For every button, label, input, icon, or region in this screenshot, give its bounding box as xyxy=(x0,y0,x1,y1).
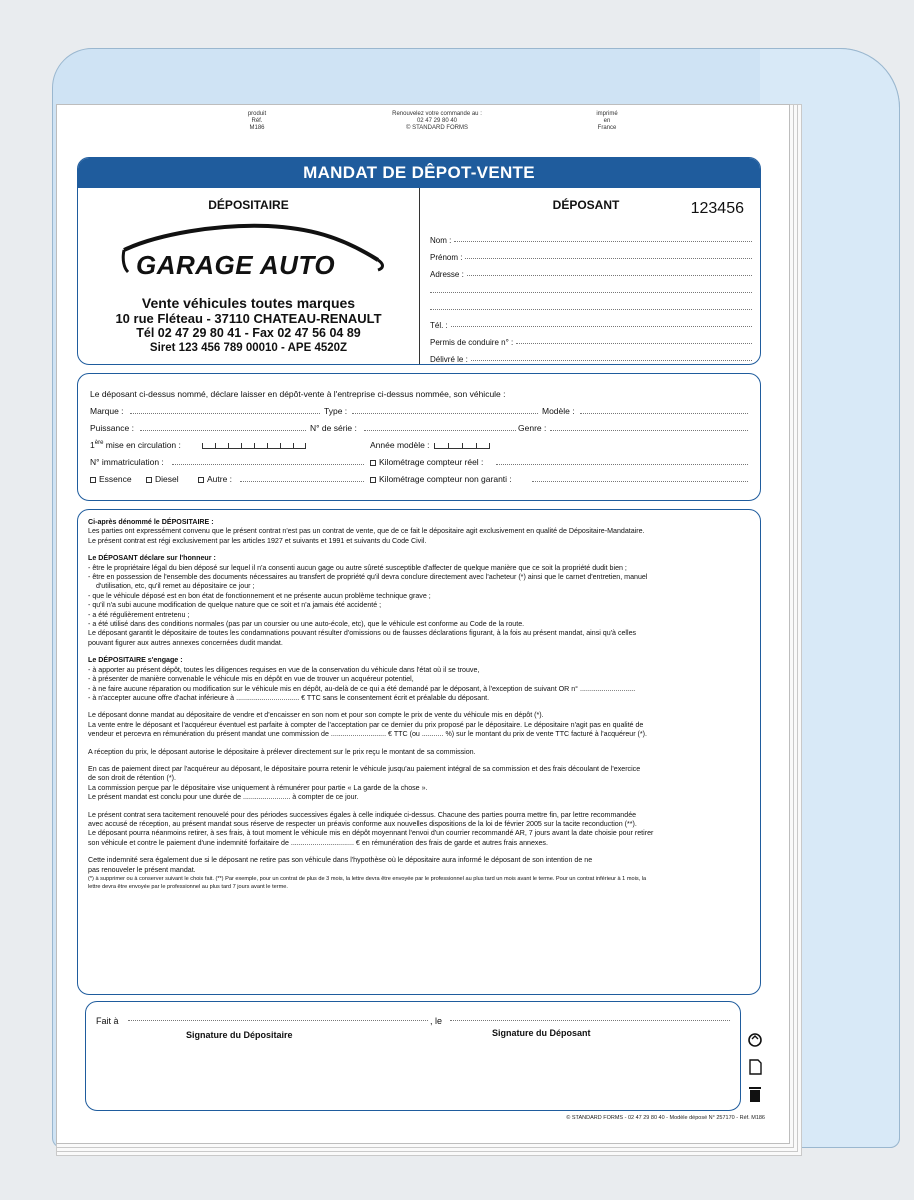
legal-terms: Ci-après dénommé le DÉPOSITAIRE : Les parties ont expressément convenu que le présent contrat n'est pas un contrat de vente, que de ce fait le dépositaire agit exclusivement en qualité de Dépositaire-Mandataire. Le présent contrat est régi exclusivement par les articles 1927 et suivants et 1991 et suivants du Code Civil. Le DÉPOSANT déclare sur l'honneur : - être le propriétaire légal du bien déposé sur lequel il n'a consenti aucun gage ou autre sûreté susceptible d'affecter de quelque manière que ce soit la propriété dudit bien ; - être en possession de l'ensemble des documents nécessaires au transfert de propriété qu'il devra conclure directement avec l'acheteur (*) ainsi que le carnet d'entretien, manuel d'utilisation, etc, qu'il remet au dépositaire ce jour ; - que le véhicule déposé est en bon état de fonctionnement et ne présente aucun problème technique grave ; - qu'il n'a subi aucune modification de quelque nature que ce soit et n'a jamais été accidenté ; - a été régulièrement entretenu ; - a été utilisé dans des conditions normales (pas par un coursier ou une auto-école, etc), que le véhicule est conforme au Code de la route. Le déposant garantit le dépositaire de toutes les condamnations pouvant résulter d'omissions ou de fausses déclarations figurant, à la fois au présent mandat, ainsi qu'à celles pouvant figurer aux autres annexes concernées dudit mandat. Le DÉPOSITAIRE s'engage : - à apporter au présent dépôt, toutes les diligences requises en vue de la conservation du véhicule dans l'état où il se trouve, - à présenter de manière convenable le véhicule mis en dépôt en vue de trouver un acquéreur potentiel, - à ne faire aucune réparation ou modification sur le véhicule mis en dépôt, au-delà de ce qui a été demandé par le déposant, à l'exception de suivant OR n° ............................ - à n'accepter aucune offre d'achat inférieure à ................................ € TTC sans le consentement écrit et préalable du déposant. Le déposant donne mandat au dépositaire de vendre et d'encaisser en son nom et pour son compte le prix de vente du véhicule mis en dépôt (*). La vente entre le déposant et l'acquéreur éventuel est parfaite à compter de l'acceptation par ce dernier du prix proposé par le dépositaire. Le dépositaire n'agit pas en qualité de vendeur et percevra en rémunération du présent mandat une commission de ............................ € TTC (ou ........... %) sur le montant du prix de vente TTC facturé à l'acquéreur (*). A réception du prix, le déposant autorise le dépositaire à prélever directement sur le prix reçu le montant de sa commission. En cas de paiement direct par l'acquéreur au déposant, le dépositaire pourra retenir le véhicule jusqu'au paiement intégral de sa commission et des frais découlant de l'exercice de son droit de rétention (*). La commission perçue par le dépositaire vise uniquement à rémunérer pour partie « La garde de la chose ». Le présent mandat est conclu pour une durée de ........................ à compter de ce jour. Le présent contrat sera tacitement renouvelé pour des périodes successives égales à celle indiquée ci-dessus. Chacune des parties pourra mettre fin, par lettre recommandée avec accusé de réception, au présent mandat sous réserve de respecter un préavis conforme aux nouvelles dispositions de la loi de février 2005 sur la tacite reconduction (**). Le déposant pourra néanmoins retirer, à ses frais, à tout moment le véhicule mis en dépôt moyennant l'envoi d'un courrier recommandé AR, 7 jours avant la date choisie pour retirer son véhicule et contre le paiement d'une indemnité forfaitaire de ................................ € en rémunération des frais de garde et autres frais annexes. Cette indemnité sera également due si le déposant ne retire pas son véhicule dans l'hypothèse où le dépositaire aura informé le déposant de son intention de ne pas renouveler le présent mandat. (*) à supprimer ou à conserver suivant le choix fait. (**) Par exemple, pour un contrat de plus de 3 mois, la lettre devra être envoyée par le professionnel au plus tard un mois avant le terme. Pour un contrat inférieur à 1 mois, la lettre devra être envoyée par le professionnel au plus tard 7 jours avant le terme. xyxy=(77,509,761,995)
recycle-icon xyxy=(747,1031,763,1049)
field-permis[interactable]: Permis de conduire n° : xyxy=(430,330,752,347)
form-title: MANDAT DE DÊPOT-VENTE xyxy=(78,158,760,188)
legal-note: (*) à supprimer ou à conserver suivant le choix fait. (**) Par exemple, pour un contrat de plus de 3 mois, la lettre devra être envoyée par le professionnel au plus tard un mois avant le terme. Pour un contrat inférieur à 1 mois, la xyxy=(88,876,647,882)
depositaire-pane xyxy=(78,188,420,364)
label-immat: N° immatriculation : xyxy=(90,457,164,467)
field-adresse-3[interactable] xyxy=(430,296,752,313)
field-fait[interactable] xyxy=(128,1020,428,1021)
vehicle-card xyxy=(77,373,761,501)
field-marque[interactable] xyxy=(130,413,320,414)
checkbox-icon[interactable] xyxy=(146,477,152,483)
field-adresse[interactable]: Adresse : xyxy=(430,262,752,279)
field-annee[interactable] xyxy=(434,442,490,449)
field-modele[interactable] xyxy=(580,413,748,414)
checkbox-icon[interactable] xyxy=(370,460,376,466)
label-marque: Marque : xyxy=(90,406,124,416)
field-mise-circulation[interactable] xyxy=(202,442,306,449)
label-modele: Modèle : xyxy=(542,406,575,416)
field-km-ng[interactable] xyxy=(532,481,748,482)
field-immat[interactable] xyxy=(172,464,364,465)
label-fait: Fait à xyxy=(96,1016,119,1026)
deposant-heading: DÉPOSANT xyxy=(552,198,620,212)
form-sheet xyxy=(56,104,790,1144)
company-address: 10 rue Fléteau - 37110 CHATEAU-RENAULT xyxy=(115,311,382,326)
label-genre: Genre : xyxy=(518,423,547,433)
checkbox-icon[interactable] xyxy=(90,477,96,483)
meta-printed: imprimé en France xyxy=(596,111,618,131)
top-meta xyxy=(57,111,789,143)
label-type: Type : xyxy=(324,406,348,416)
field-tel[interactable]: Tél. : xyxy=(430,313,752,330)
legal-h2: Le DÉPOSANT déclare sur l'honneur : xyxy=(88,554,216,563)
field-autre[interactable] xyxy=(240,481,364,482)
field-nom[interactable]: Nom : xyxy=(430,228,752,245)
checkbox-icon[interactable] xyxy=(370,477,376,483)
trash-bin-icon xyxy=(747,1085,763,1103)
field-puissance[interactable] xyxy=(140,430,306,431)
field-date[interactable] xyxy=(450,1020,730,1021)
signature-depositaire: Signature du Dépositaire xyxy=(186,1030,293,1040)
field-delivre[interactable]: Délivré le : xyxy=(430,347,752,364)
deposant-fields xyxy=(430,228,752,364)
label-le: , le xyxy=(430,1016,443,1026)
legal-h3: Le DÉPOSITAIRE s'engage : xyxy=(88,656,183,665)
company-phone: Tél 02 47 29 80 41 - Fax 02 47 56 04 89 xyxy=(136,326,361,340)
depositaire-heading: DÉPOSITAIRE xyxy=(208,198,289,212)
form-number: 123456 xyxy=(690,200,744,217)
label-serie: N° de série : xyxy=(310,423,357,433)
field-serie[interactable] xyxy=(364,430,516,431)
legal-h1: Ci-après dénommé le DÉPOSITAIRE : xyxy=(88,518,214,526)
meta-product: produit Réf. M186 xyxy=(247,111,267,131)
field-genre[interactable] xyxy=(550,430,748,431)
garage-logo xyxy=(78,220,419,296)
label-mise-circulation: 1ère mise en circulation : xyxy=(90,440,181,450)
label-annee: Année modèle : xyxy=(370,440,430,450)
company-info xyxy=(78,296,419,356)
recycling-icons xyxy=(747,1031,767,1112)
essence-option[interactable]: Essence xyxy=(90,474,132,484)
field-km-reel[interactable] xyxy=(496,464,748,465)
signature-deposant: Signature du Déposant xyxy=(492,1028,591,1038)
field-prenom[interactable]: Prénom : xyxy=(430,245,752,262)
checkbox-icon[interactable] xyxy=(198,477,204,483)
logo-text: GARAGE AUTO xyxy=(136,250,336,280)
company-activity: Vente véhicules toutes marques xyxy=(141,295,356,311)
signature-card xyxy=(85,1001,741,1111)
paper-icon xyxy=(747,1058,763,1076)
company-siret: Siret 123 456 789 00010 - APE 4520Z xyxy=(149,342,348,354)
parties-card xyxy=(77,157,761,365)
field-adresse-2[interactable] xyxy=(430,279,752,296)
vehicle-intro: Le déposant ci-dessus nommé, déclare laisser en dépôt-vente à l'entreprise ci-dessus nommée, son véhicule : xyxy=(90,389,506,399)
diesel-option[interactable]: Diesel xyxy=(146,474,179,484)
deposant-pane xyxy=(420,188,760,364)
autre-option[interactable]: Autre : xyxy=(198,474,232,484)
meta-order: Renouvelez votre commande au : 02 47 29 80 40 © STANDARD FORMS xyxy=(392,111,482,131)
field-type[interactable] xyxy=(352,413,538,414)
label-puissance: Puissance : xyxy=(90,423,134,433)
footer-copyright: © STANDARD FORMS - 02 47 29 80 40 - Modèle déposé N° 257170 - Réf. M186 xyxy=(566,1115,765,1121)
km-reel-option[interactable]: Kilométrage compteur réel : xyxy=(370,457,483,467)
km-ng-option[interactable]: Kilométrage compteur non garanti : xyxy=(370,474,512,484)
